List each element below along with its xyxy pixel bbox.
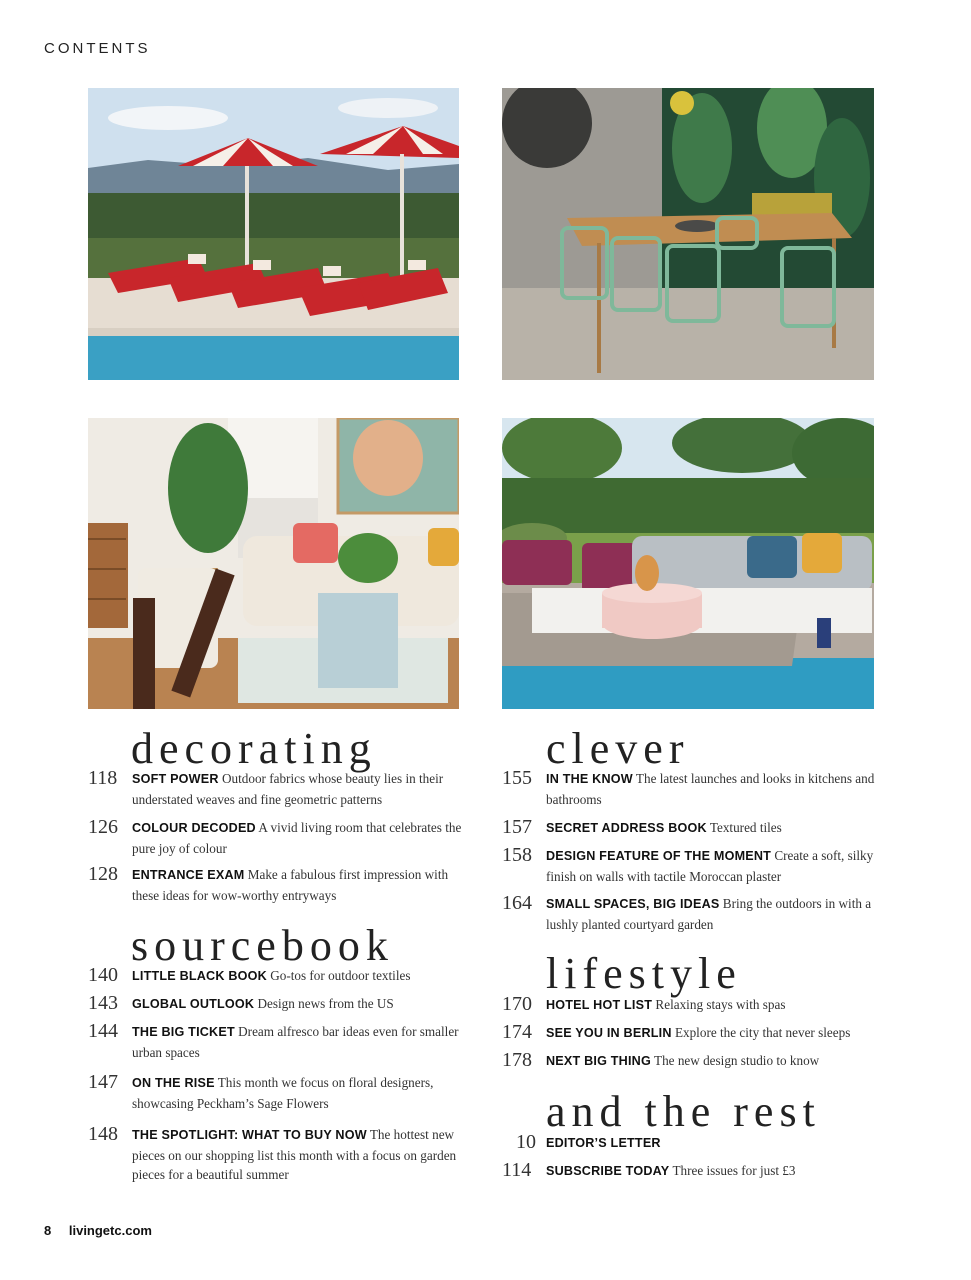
entry-description: Dream alfresco bar ideas even for smaller urban spaces (132, 1024, 459, 1060)
page-number: 118 (88, 767, 118, 789)
toc-entry[interactable] (502, 995, 877, 1016)
page-number: 126 (88, 816, 118, 838)
page-number: 155 (502, 767, 532, 789)
entry-description: Design news from the US (257, 996, 394, 1011)
toc-entry[interactable] (88, 865, 463, 905)
entry-heading: SECRET ADDRESS BOOK (546, 821, 707, 835)
toc-entry[interactable] (88, 994, 463, 1015)
page-number: 114 (502, 1159, 532, 1181)
entry-description: Three issues for just £3 (672, 1163, 796, 1178)
entry-description: The hottest new pieces on our shopping list this month with a focus on garden pieces for a beautiful summer (132, 1127, 457, 1182)
page-number: 178 (502, 1049, 532, 1071)
entry-description: Create a soft, silky finish on walls with tactile Moroccan plaster (546, 848, 874, 884)
toc-entry[interactable] (502, 769, 877, 809)
entry-heading: IN THE KNOW (546, 772, 633, 786)
section-title-sourcebook: sourcebook (131, 921, 394, 970)
footer-site-link[interactable]: livingetc.com (68, 1223, 152, 1238)
entry-description: Textured tiles (709, 820, 782, 835)
entry-heading: ON THE RISE (132, 1076, 215, 1090)
page-number: 144 (88, 1020, 118, 1042)
toc-entry[interactable] (88, 818, 463, 858)
page-number: 164 (502, 892, 532, 914)
page-footer (44, 1223, 166, 1238)
entry-heading: SOFT POWER (132, 772, 219, 786)
entry-description: This month we focus on floral designers, showcasing Peckham’s Sage Flowers (132, 1075, 434, 1111)
section-title-lifestyle: lifestyle (546, 949, 742, 998)
entry-description: The new design studio to know (654, 1053, 820, 1068)
page-number: 143 (88, 992, 118, 1014)
page-number: 148 (88, 1123, 118, 1145)
page-number: 157 (502, 816, 532, 838)
entry-description: Outdoor fabrics whose beauty lies in their understated weaves and fine geometric patterns (132, 771, 444, 807)
photo-living-room (88, 418, 459, 709)
toc-entry[interactable] (502, 1161, 877, 1182)
entry-heading: ENTRANCE EXAM (132, 868, 245, 882)
entry-heading: SEE YOU IN BERLIN (546, 1026, 672, 1040)
entry-heading: HOTEL HOT LIST (546, 998, 653, 1012)
contents-label: CONTENTS (44, 40, 151, 57)
entry-heading: GLOBAL OUTLOOK (132, 997, 255, 1011)
entry-description: Make a fabulous first impression with these ideas for wow-worthy entryways (132, 867, 449, 903)
section-title-clever: clever (546, 724, 690, 773)
page-number: 147 (88, 1071, 118, 1093)
toc-entry[interactable] (88, 1022, 463, 1062)
toc-entry[interactable] (88, 1073, 463, 1113)
entry-description: Explore the city that never sleeps (674, 1025, 851, 1040)
toc-entry[interactable] (502, 818, 877, 839)
toc-entry[interactable] (88, 1125, 463, 1185)
photo-outdoor-dining (502, 88, 874, 380)
page-number: 170 (502, 993, 532, 1015)
photo-poolside-loungers (88, 88, 459, 380)
entry-heading: THE BIG TICKET (132, 1025, 235, 1039)
toc-entry[interactable] (88, 769, 463, 809)
entry-heading: NEXT BIG THING (546, 1054, 651, 1068)
section-title-and-the-rest: and the rest (546, 1087, 821, 1136)
page-number: 158 (502, 844, 532, 866)
section-title-decorating: decorating (131, 724, 377, 773)
entry-heading: LITTLE BLACK BOOK (132, 969, 267, 983)
footer-page-number: 8 (44, 1223, 52, 1238)
toc-entry[interactable] (502, 1133, 877, 1154)
entry-description: Go-tos for outdoor textiles (270, 968, 411, 983)
toc-entry[interactable] (502, 846, 877, 886)
toc-entry[interactable] (88, 966, 463, 987)
page-number: 128 (88, 863, 118, 885)
entry-heading: THE SPOTLIGHT: WHAT TO BUY NOW (132, 1128, 367, 1142)
toc-entry[interactable] (502, 1051, 877, 1072)
entry-heading: COLOUR DECODED (132, 821, 256, 835)
entry-description: Bring the outdoors in with a lushly planted courtyard garden (546, 896, 872, 932)
entry-heading: SUBSCRIBE TODAY (546, 1164, 670, 1178)
page-number: 140 (88, 964, 118, 986)
entry-heading: EDITOR’S LETTER (546, 1136, 661, 1150)
entry-heading: DESIGN FEATURE OF THE MOMENT (546, 849, 772, 863)
toc-entry[interactable] (502, 1023, 877, 1044)
photo-garden-lounge (502, 418, 874, 709)
toc-entry[interactable] (502, 894, 877, 934)
entry-description: Relaxing stays with spas (655, 997, 786, 1012)
page-number: 174 (502, 1021, 532, 1043)
entry-heading: SMALL SPACES, BIG IDEAS (546, 897, 720, 911)
entry-description: The latest launches and looks in kitchens and bathrooms (546, 771, 875, 807)
entry-description: A vivid living room that celebrates the pure joy of colour (132, 820, 462, 856)
page-number: 10 (516, 1131, 536, 1153)
